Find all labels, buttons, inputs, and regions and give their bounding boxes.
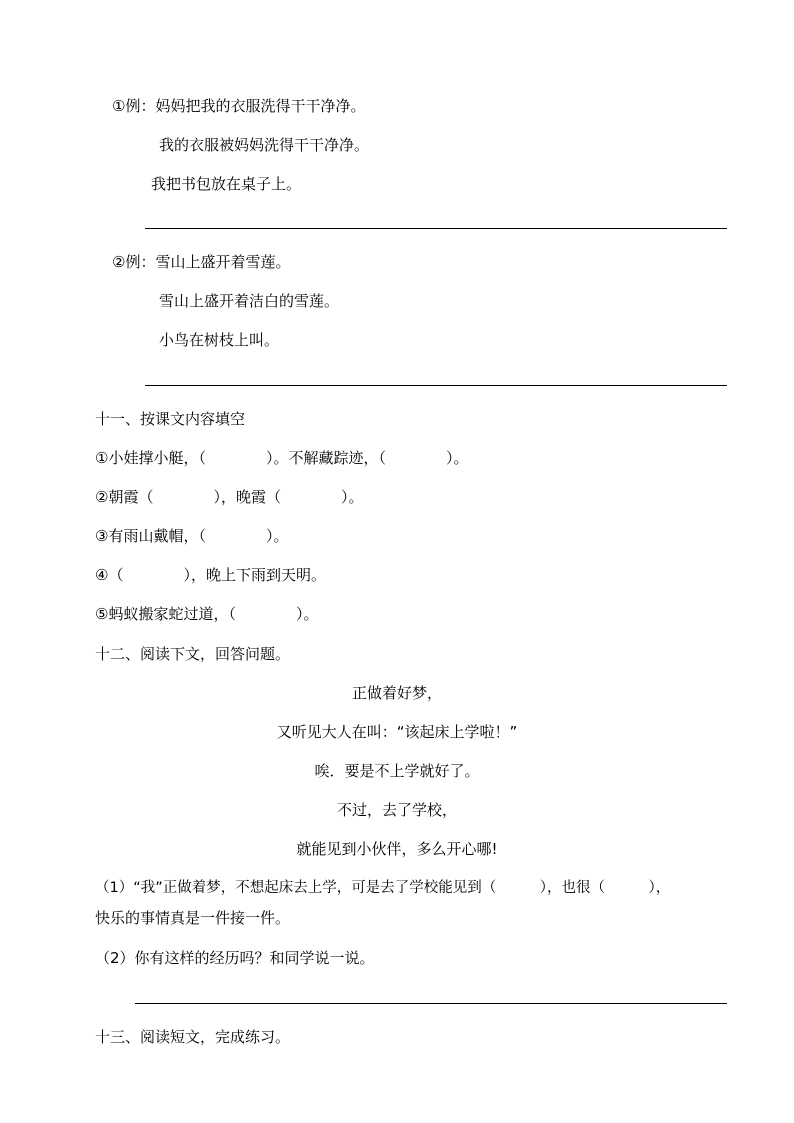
question-2: （2）你有这样的经历吗？和同学说一说。	[95, 949, 375, 967]
poem-line-1: 正做着好梦，	[351, 684, 442, 702]
example-1-answer: 我的衣服被妈妈洗得干干净净。	[159, 136, 370, 154]
question-1-line-2: 快乐的事情真是一件接一件。	[95, 909, 291, 927]
example-2-answer: 雪山上盛开着洁白的雪莲。	[159, 292, 340, 310]
fill-blank-item-3[interactable]: ③有雨山戴帽，（ ）。	[95, 527, 289, 545]
section-13-title: 十三、阅读短文，完成练习。	[95, 1028, 291, 1046]
fill-blank-item-1[interactable]: ①小娃撑小艇，（ ）。不解藏踪迹，（ ）。	[95, 449, 469, 467]
poem-line-4: 不过，去了学校，	[336, 801, 457, 819]
section-12-title: 十二、阅读下文，回答问题。	[95, 645, 291, 663]
answer-line-1[interactable]	[145, 228, 727, 229]
answer-line-3[interactable]	[135, 1003, 727, 1004]
question-1-line-1[interactable]: （1）“我”正做着梦，不想起床去上学，可是去了学校能见到（ ），也很（ ），	[95, 880, 671, 896]
fill-blank-item-2[interactable]: ②朝霞（ ），晚霞（ ）。	[95, 488, 364, 506]
poem-line-2: 又听见大人在叫：“该起床上学啦！”	[276, 723, 518, 741]
section-11-title: 十一、按课文内容填空	[95, 410, 246, 428]
example-1-sentence: ①例：妈妈把我的衣服洗得干干净净。	[112, 97, 366, 115]
fill-blank-item-4[interactable]: ④（ ），晚上下雨到天明。	[95, 566, 326, 584]
fill-blank-item-5[interactable]: ⑤蚂蚁搬家蛇过道，（ ）。	[95, 605, 319, 623]
exercise-1-prompt: 我把书包放在桌子上。	[151, 175, 302, 193]
example-2-sentence: ②例：雪山上盛开着雪莲。	[112, 253, 291, 271]
exercise-2-prompt: 小鸟在树枝上叫。	[159, 331, 280, 349]
poem-line-3: 唉．要是不上学就好了。	[314, 762, 480, 780]
poem-line-5: 就能见到小伙伴，多么开心哪!	[296, 840, 498, 858]
answer-line-2[interactable]	[145, 385, 727, 386]
